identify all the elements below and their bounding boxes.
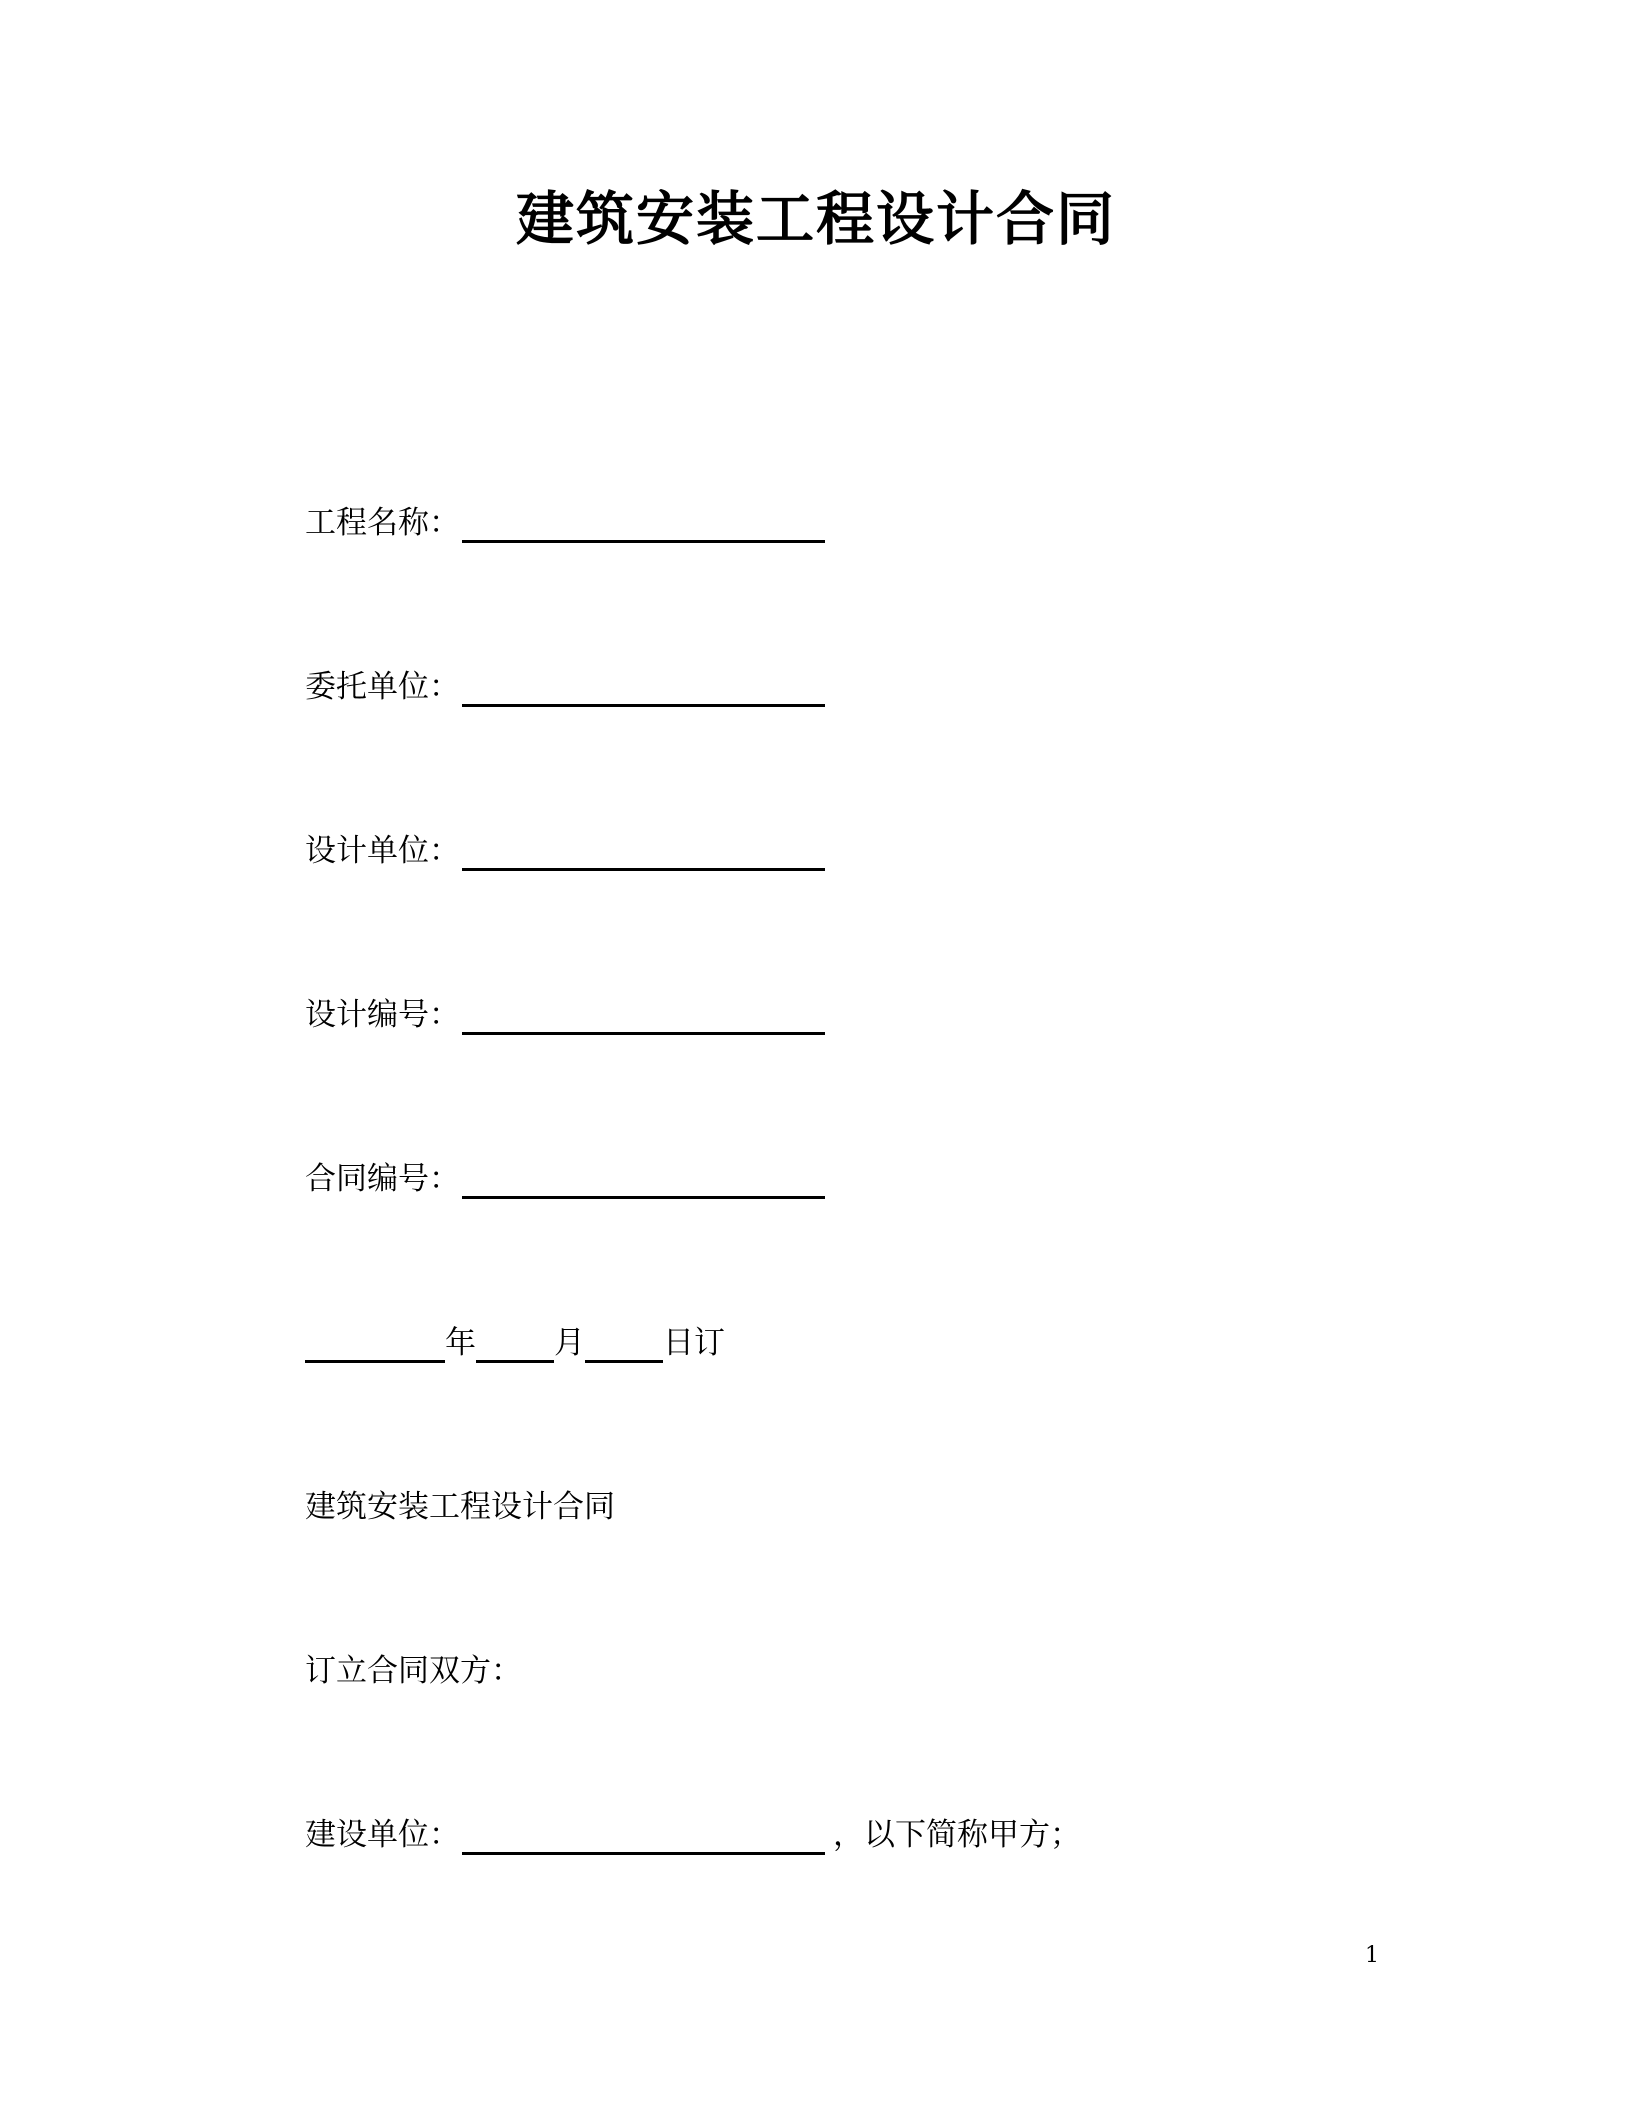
construction-unit-blank[interactable]	[462, 1822, 825, 1855]
construction-unit-field	[305, 1817, 1081, 1853]
page-number: 1	[1365, 1943, 1379, 1968]
contract-number-field	[305, 1161, 825, 1197]
document-title: 建筑安装工程设计合同	[515, 185, 1116, 253]
project-name-field	[305, 505, 825, 541]
client-field	[305, 669, 825, 705]
day-blank[interactable]	[585, 1330, 663, 1363]
body-title: 建筑安装工程设计合同	[305, 1489, 615, 1525]
project-name-blank[interactable]	[462, 510, 825, 543]
contract-number-blank[interactable]	[462, 1166, 825, 1199]
client-label: 委托单位：	[305, 669, 460, 705]
project-name-label: 工程名称：	[305, 505, 460, 541]
year-label: 年	[445, 1325, 476, 1361]
parties-heading: 订立合同双方：	[305, 1653, 522, 1689]
design-unit-field	[305, 833, 825, 869]
signing-date-line	[305, 1325, 725, 1361]
party-a-suffix: ，以下简称甲方；	[833, 1817, 1081, 1853]
design-number-blank[interactable]	[462, 1002, 825, 1035]
client-blank[interactable]	[462, 674, 825, 707]
design-unit-blank[interactable]	[462, 838, 825, 871]
design-number-field	[305, 997, 825, 1033]
contract-number-label: 合同编号：	[305, 1161, 460, 1197]
design-unit-label: 设计单位：	[305, 833, 460, 869]
design-number-label: 设计编号：	[305, 997, 460, 1033]
year-blank[interactable]	[305, 1330, 445, 1363]
month-label: 月	[554, 1325, 585, 1361]
construction-unit-label: 建设单位：	[305, 1817, 460, 1853]
day-label: 日订	[663, 1325, 725, 1361]
month-blank[interactable]	[476, 1330, 554, 1363]
